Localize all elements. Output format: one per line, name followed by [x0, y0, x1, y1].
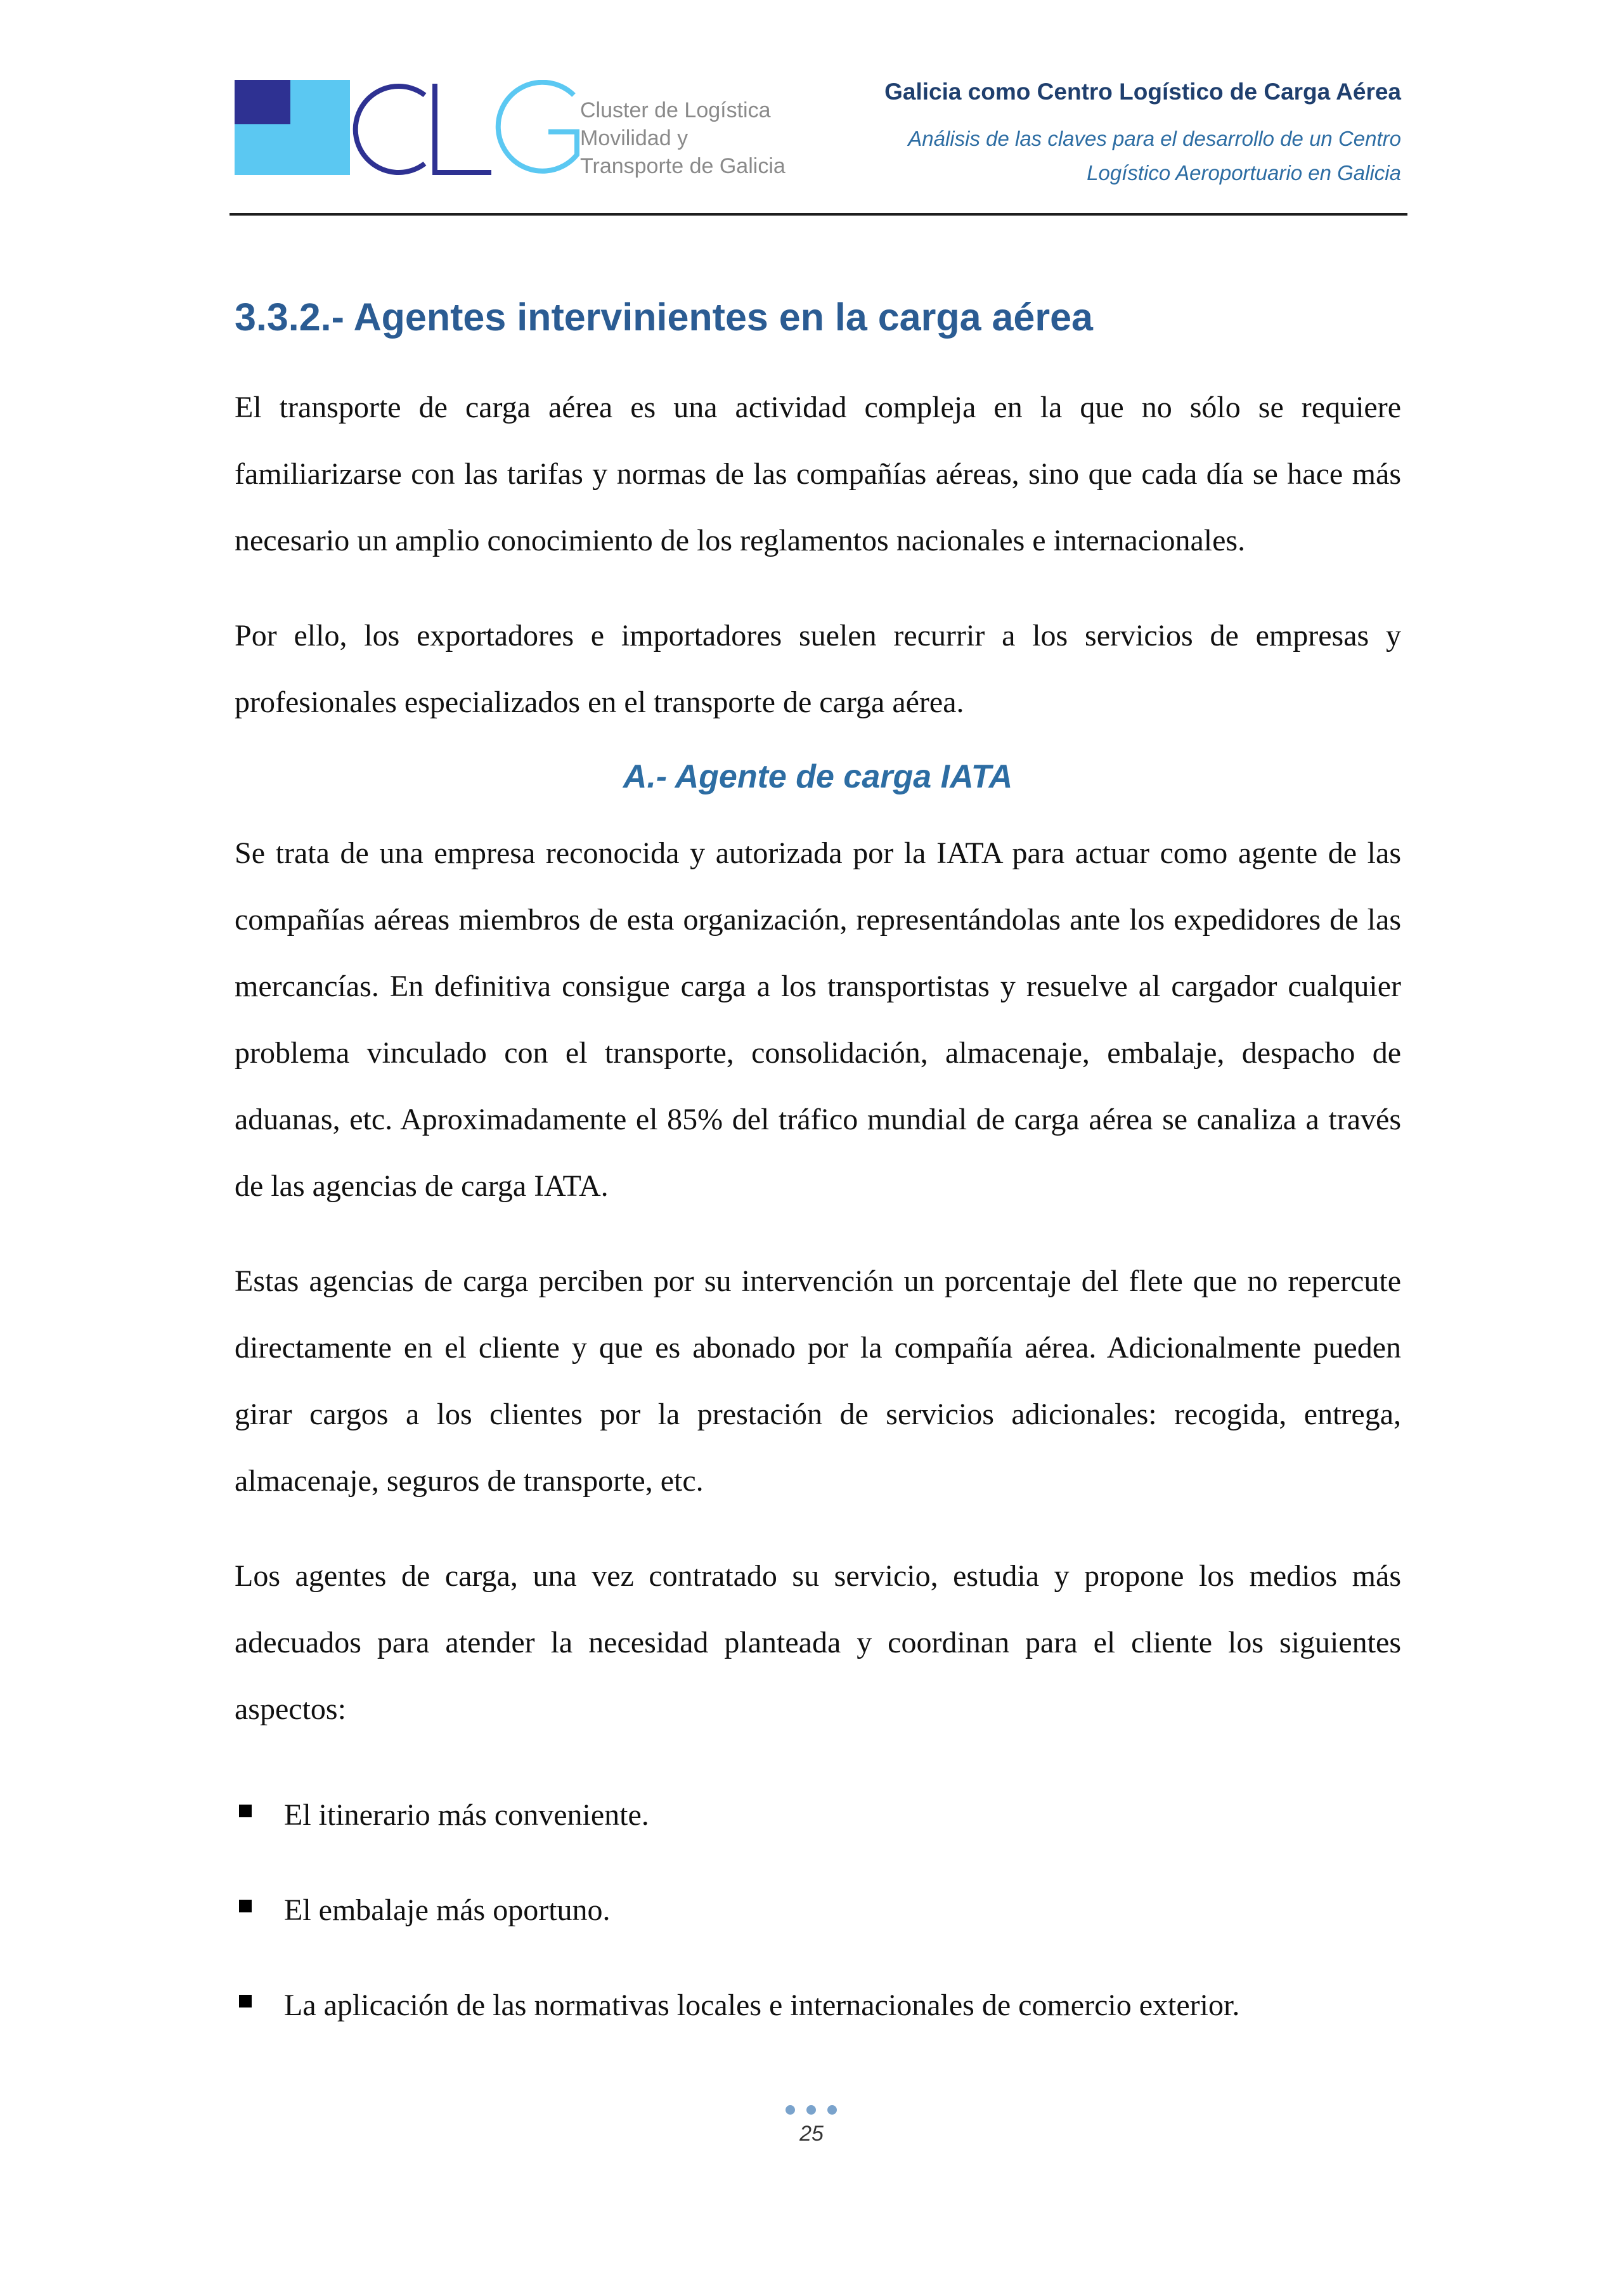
page-content [235, 279, 1401, 2053]
paragraph: Se trata de una empresa reconocida y autorizada por la IATA para actuar como agente de las compañías aéreas miembros de esta organización, representándolas ante los expedidores de las mercancías. En definitiva consigue carga a los transportistas y resuelve al cargador cualquier problema vinculado con el transporte, consolidación, almacenaje, embalaje, despacho de aduanas, etc. Aproximadamente el 85% del tráfico mundial de carga aérea se canaliza a través de las agencias de carga IATA. [235, 836, 1401, 1203]
list-item-text: El embalaje más oportuno. [284, 1893, 611, 1927]
document-title: Galicia como Centro Logístico de Carga Aérea [884, 79, 1401, 105]
logo-tagline-line: Transporte de Galicia [580, 154, 786, 178]
paragraph: Los agentes de carga, una vez contratado su servicio, estudia y propone los medios más adecuados para atender la necesidad planteada y coordinan para el cliente los siguientes aspectos: [235, 1559, 1401, 1726]
list-item-text: El itinerario más conveniente. [284, 1798, 649, 1832]
page-dots-icon [783, 2105, 840, 2118]
page-number: 25 [799, 2122, 824, 2146]
paragraph: Por ello, los exportadores e importadores suelen recurrir a los servicios de empresas y profesionales especializados en el transporte de carga aérea. [235, 619, 1401, 719]
subsection-heading: A.- Agente de carga IATA [623, 758, 1013, 795]
logo-tagline-line: Movilidad y [580, 126, 689, 150]
list-item-text: La aplicación de las normativas locales e internacionales de comercio exterior. [284, 1988, 1240, 2022]
page-footer [0, 2105, 1623, 2146]
logo-tagline [580, 96, 786, 180]
clg-logo [235, 80, 805, 181]
logo-tagline-line: Cluster de Logística [580, 98, 771, 122]
document-title-block [884, 77, 1401, 190]
document-subtitle [884, 122, 1401, 190]
list-item [235, 1958, 1401, 2053]
logo-letters-icon [235, 80, 590, 181]
square-bullet-icon [239, 1900, 252, 1912]
square-bullet-icon [239, 1805, 252, 1817]
section-heading: 3.3.2.- Agentes intervinientes en la carga aérea [235, 295, 1093, 339]
page-header [0, 0, 1623, 219]
document-subtitle-line: Análisis de las claves para el desarrollo de un Centro [908, 127, 1401, 150]
paragraph: Estas agencias de carga perciben por su intervención un porcentaje del flete que no repercute directamente en el cliente y que es abonado por la compañía aérea. Adicionalmente pueden girar cargos a los clientes por la prestación de servicios adicionales: recogida, entrega, almacenaje, seguros de transporte, etc. [235, 1264, 1401, 1498]
bullet-list [235, 1768, 1401, 2053]
document-subtitle-line: Logístico Aeroportuario en Galicia [1087, 161, 1401, 185]
header-divider [230, 213, 1407, 216]
list-item [235, 1768, 1401, 1863]
list-item [235, 1863, 1401, 1958]
square-bullet-icon [239, 1995, 252, 2007]
paragraph: El transporte de carga aérea es una actividad compleja en la que no sólo se requiere familiarizarse con las tarifas y normas de las compañías aéreas, sino que cada día se hace más necesario un amplio conocimiento de los reglamentos nacionales e internacionales. [235, 391, 1401, 557]
